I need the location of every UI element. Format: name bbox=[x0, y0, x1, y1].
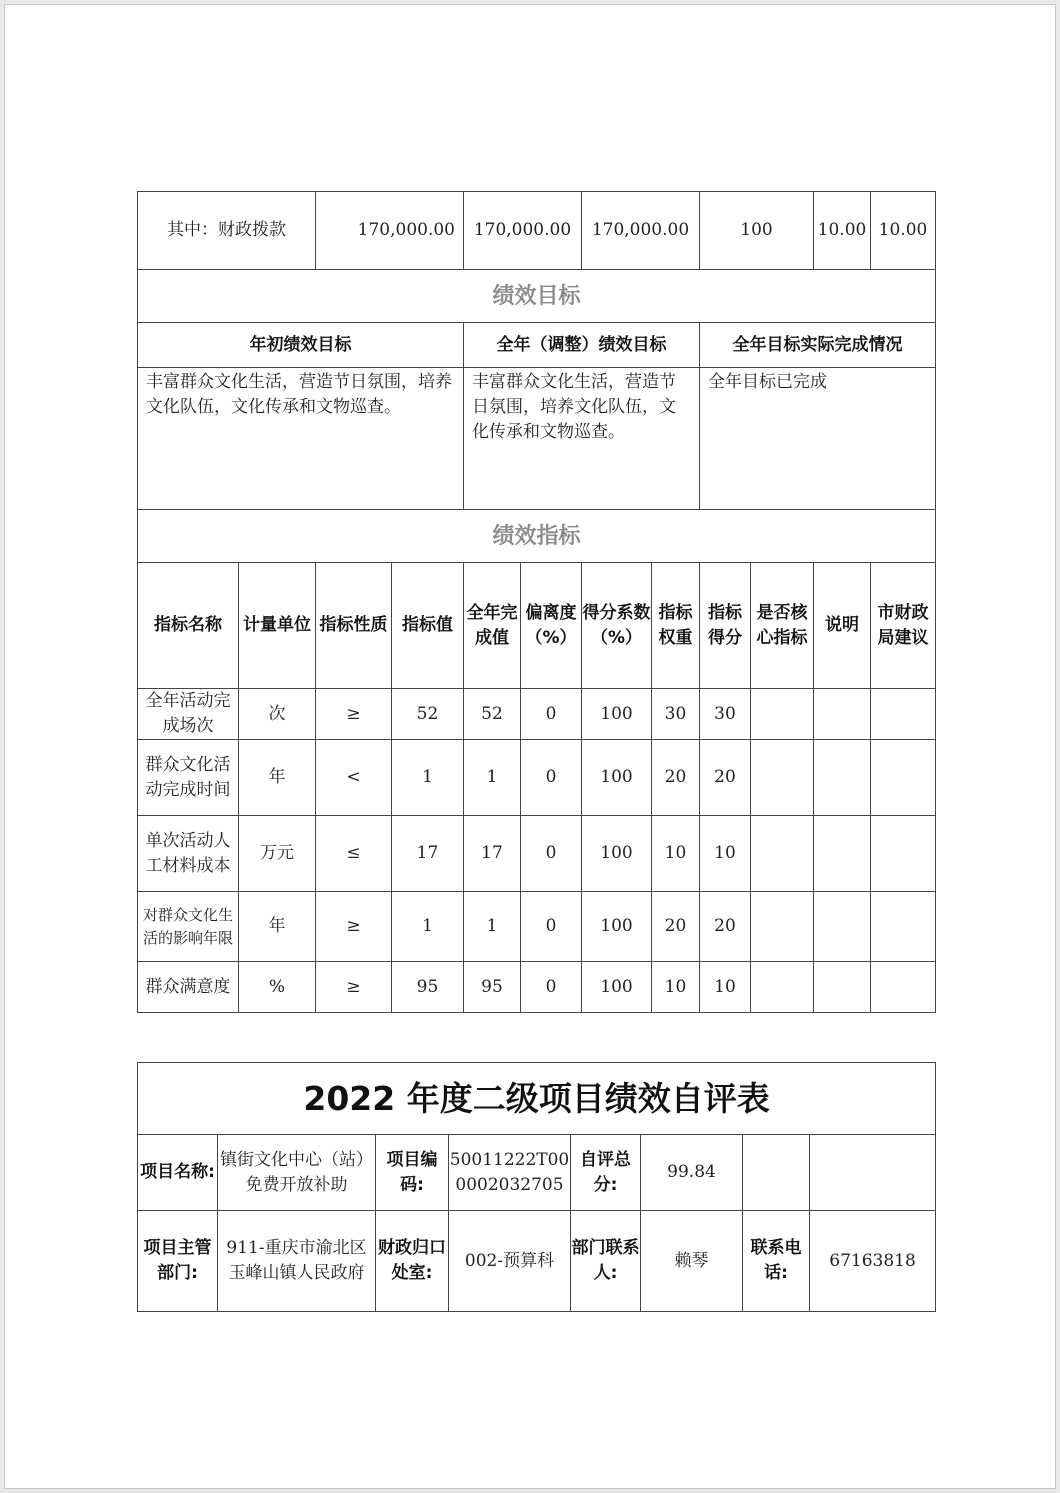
indicators-header-row bbox=[138, 563, 936, 689]
execution-rate: 100 bbox=[700, 192, 814, 270]
document-page bbox=[4, 4, 1056, 1489]
project-code-label: 项目编码: bbox=[376, 1135, 449, 1211]
hdr-advice: 市财政局建议 bbox=[871, 563, 936, 689]
indicator-completed: 1 bbox=[464, 892, 521, 962]
performance-table bbox=[137, 191, 936, 1013]
phone-label: 联系电话: bbox=[743, 1211, 810, 1312]
indicator-name: 对群众文化生活的影响年限 bbox=[138, 892, 239, 962]
indicator-advice bbox=[871, 892, 936, 962]
goals-content-row bbox=[138, 368, 936, 510]
indicator-nature: ≥ bbox=[316, 962, 392, 1013]
indicator-value: 17 bbox=[392, 816, 464, 892]
indicator-coefficient: 100 bbox=[582, 689, 652, 740]
empty-cell bbox=[743, 1135, 810, 1211]
hdr-indicator-name: 指标名称 bbox=[138, 563, 239, 689]
indicator-note bbox=[814, 689, 871, 740]
form-row-project bbox=[138, 1135, 936, 1211]
indicator-name: 群众文化活动完成时间 bbox=[138, 740, 239, 816]
project-name-label: 项目名称: bbox=[138, 1135, 218, 1211]
indicator-name: 单次活动人工材料成本 bbox=[138, 816, 239, 892]
indicator-name: 群众满意度 bbox=[138, 962, 239, 1013]
indicator-core bbox=[751, 962, 814, 1013]
indicator-score: 20 bbox=[700, 892, 751, 962]
hdr-nature: 指标性质 bbox=[316, 563, 392, 689]
indicator-advice bbox=[871, 962, 936, 1013]
executed-amount: 170,000.00 bbox=[582, 192, 700, 270]
finance-score: 10.00 bbox=[871, 192, 936, 270]
indicator-unit: 万元 bbox=[239, 816, 316, 892]
office-label: 财政归口处室: bbox=[376, 1211, 449, 1312]
indicator-row bbox=[138, 816, 936, 892]
contact-label: 部门联系人: bbox=[571, 1211, 641, 1312]
indicator-nature: ≤ bbox=[316, 816, 392, 892]
project-name-value: 镇街文化中心（站）免费开放补助 bbox=[218, 1135, 376, 1211]
col-adjusted-goal: 全年（调整）绩效目标 bbox=[464, 323, 700, 368]
indicator-core bbox=[751, 740, 814, 816]
indicator-completed: 1 bbox=[464, 740, 521, 816]
score-value: 99.84 bbox=[641, 1135, 743, 1211]
goals-header-row bbox=[138, 323, 936, 368]
indicator-name: 全年活动完成场次 bbox=[138, 689, 239, 740]
hdr-note: 说明 bbox=[814, 563, 871, 689]
indicator-weight: 10 bbox=[652, 962, 700, 1013]
indicator-advice bbox=[871, 689, 936, 740]
indicator-value: 95 bbox=[392, 962, 464, 1013]
adjusted-goal-text: 丰富群众文化生活，营造节日氛围，培养文化队伍，文化传承和文物巡查。 bbox=[464, 368, 700, 510]
indicator-advice bbox=[871, 740, 936, 816]
indicators-section-title: 绩效指标 bbox=[138, 510, 936, 563]
indicator-deviation: 0 bbox=[521, 962, 582, 1013]
indicator-nature: < bbox=[316, 740, 392, 816]
indicator-core bbox=[751, 689, 814, 740]
goals-section-title: 绩效目标 bbox=[138, 270, 936, 323]
finance-weight: 10.00 bbox=[814, 192, 871, 270]
contact-value: 赖琴 bbox=[641, 1211, 743, 1312]
form-title-row bbox=[138, 1063, 936, 1135]
initial-goal-text: 丰富群众文化生活，营造节日氛围，培养文化队伍，文化传承和文物巡查。 bbox=[138, 368, 464, 510]
phone-value: 67163818 bbox=[810, 1211, 936, 1312]
indicator-score: 10 bbox=[700, 816, 751, 892]
finance-label: 其中：财政拨款 bbox=[138, 192, 316, 270]
indicator-weight: 20 bbox=[652, 892, 700, 962]
indicator-coefficient: 100 bbox=[582, 816, 652, 892]
finance-row bbox=[138, 192, 936, 270]
indicator-score: 30 bbox=[700, 689, 751, 740]
indicator-row bbox=[138, 689, 936, 740]
self-evaluation-form bbox=[137, 1062, 936, 1312]
indicators-section-row bbox=[138, 510, 936, 563]
indicator-completed: 17 bbox=[464, 816, 521, 892]
indicator-completed: 52 bbox=[464, 689, 521, 740]
hdr-coefficient: 得分系数（%） bbox=[582, 563, 652, 689]
full-year-budget: 170,000.00 bbox=[464, 192, 582, 270]
goals-section-row bbox=[138, 270, 936, 323]
indicator-note bbox=[814, 962, 871, 1013]
indicator-weight: 10 bbox=[652, 816, 700, 892]
indicator-deviation: 0 bbox=[521, 740, 582, 816]
hdr-value: 指标值 bbox=[392, 563, 464, 689]
indicator-value: 1 bbox=[392, 740, 464, 816]
indicator-deviation: 0 bbox=[521, 816, 582, 892]
indicator-core bbox=[751, 816, 814, 892]
indicator-score: 10 bbox=[700, 962, 751, 1013]
indicator-row bbox=[138, 740, 936, 816]
indicator-unit: 年 bbox=[239, 892, 316, 962]
actual-completion-text: 全年目标已完成 bbox=[700, 368, 936, 510]
indicator-value: 1 bbox=[392, 892, 464, 962]
annual-budget: 170,000.00 bbox=[316, 192, 464, 270]
indicator-unit: 年 bbox=[239, 740, 316, 816]
indicator-row bbox=[138, 962, 936, 1013]
hdr-core: 是否核心指标 bbox=[751, 563, 814, 689]
indicator-unit: % bbox=[239, 962, 316, 1013]
office-value: 002-预算科 bbox=[449, 1211, 571, 1312]
indicator-note bbox=[814, 816, 871, 892]
indicator-score: 20 bbox=[700, 740, 751, 816]
hdr-unit: 计量单位 bbox=[239, 563, 316, 689]
indicator-weight: 20 bbox=[652, 740, 700, 816]
indicator-advice bbox=[871, 816, 936, 892]
hdr-weight: 指标权重 bbox=[652, 563, 700, 689]
indicator-deviation: 0 bbox=[521, 689, 582, 740]
indicator-nature: ≥ bbox=[316, 892, 392, 962]
form-row-dept bbox=[138, 1211, 936, 1312]
indicator-note bbox=[814, 740, 871, 816]
hdr-completed: 全年完成值 bbox=[464, 563, 521, 689]
dept-label: 项目主管部门: bbox=[138, 1211, 218, 1312]
indicator-core bbox=[751, 892, 814, 962]
indicator-value: 52 bbox=[392, 689, 464, 740]
indicator-row bbox=[138, 892, 936, 962]
indicator-note bbox=[814, 892, 871, 962]
project-code-value: 50011222T000002032705 bbox=[449, 1135, 571, 1211]
hdr-deviation: 偏离度（%） bbox=[521, 563, 582, 689]
hdr-score: 指标得分 bbox=[700, 563, 751, 689]
form-title: 2022 年度二级项目绩效自评表 bbox=[138, 1063, 936, 1135]
score-label: 自评总分: bbox=[571, 1135, 641, 1211]
col-initial-goal: 年初绩效目标 bbox=[138, 323, 464, 368]
indicator-coefficient: 100 bbox=[582, 892, 652, 962]
indicator-unit: 次 bbox=[239, 689, 316, 740]
indicator-weight: 30 bbox=[652, 689, 700, 740]
indicator-completed: 95 bbox=[464, 962, 521, 1013]
col-actual-completion: 全年目标实际完成情况 bbox=[700, 323, 936, 368]
indicator-nature: ≥ bbox=[316, 689, 392, 740]
empty-cell bbox=[810, 1135, 936, 1211]
dept-value: 911-重庆市渝北区玉峰山镇人民政府 bbox=[218, 1211, 376, 1312]
indicator-deviation: 0 bbox=[521, 892, 582, 962]
indicator-coefficient: 100 bbox=[582, 962, 652, 1013]
indicator-coefficient: 100 bbox=[582, 740, 652, 816]
